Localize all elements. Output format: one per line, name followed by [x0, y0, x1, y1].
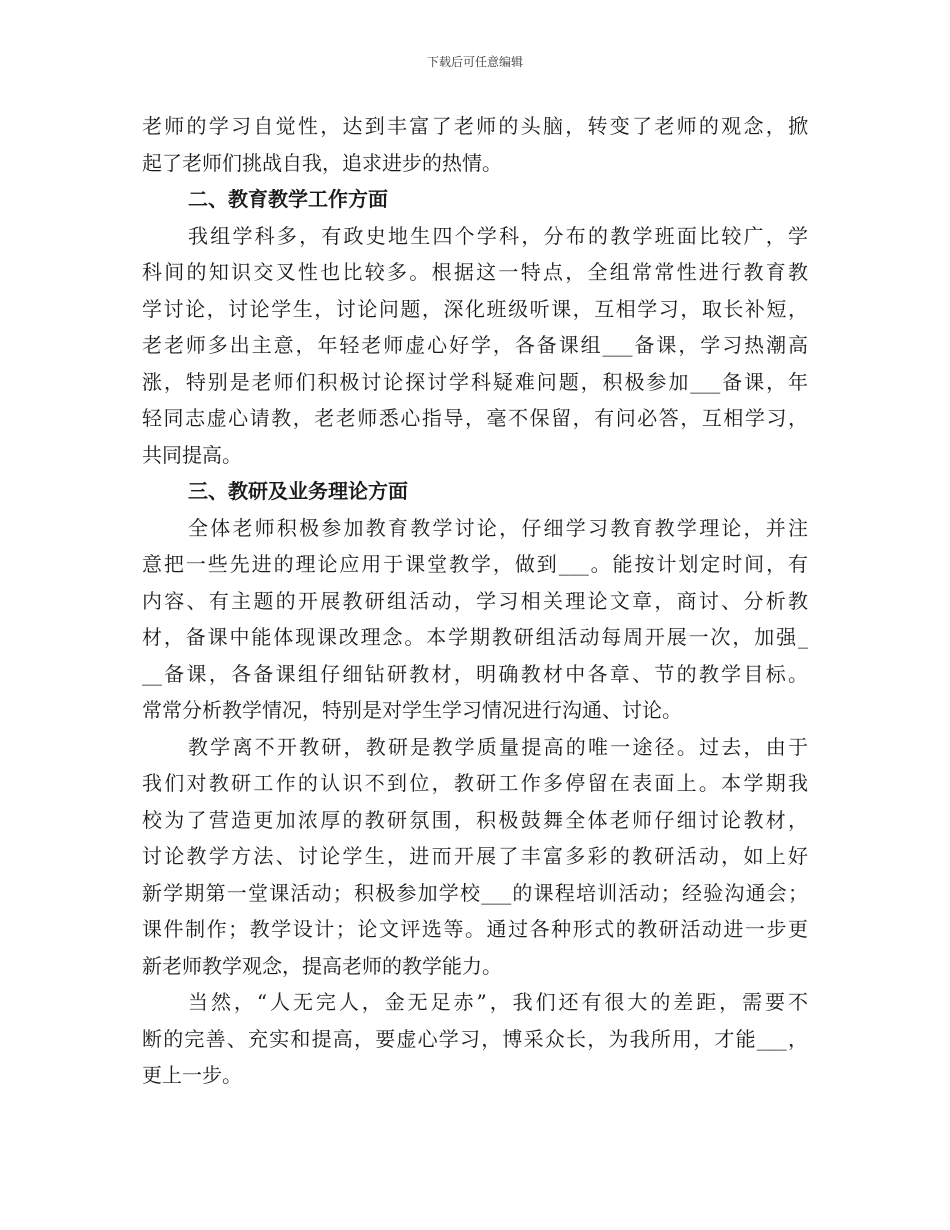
paragraph-first-line: 全体老师积极参加教育教学讨论，仔细学习教育教学理论，并注 [188, 515, 808, 540]
paragraph-line: 轻同志虚心请教，老老师悉心指导，毫不保留，有问必答，互相学习， [142, 406, 808, 430]
paragraph-last-line: 起了老师们挑战自我，追求进步的热情。 [142, 150, 502, 175]
paragraph-line: 讨论教学方法、讨论学生，进而开展了丰富多彩的教研活动，如上好 [142, 844, 808, 868]
page-header: 下载后可任意编辑 [426, 55, 523, 69]
paragraph-line: 我们对教研工作的认识不到位，教研工作多停留在表面上。本学期我 [142, 771, 808, 795]
paragraph-first-line: 教学离不开教研，教研是教学质量提高的唯一途径。过去，由于 [188, 734, 808, 759]
paragraph-line: 学讨论，讨论学生，讨论问题，深化班级听课，互相学习，取长补短， [142, 296, 808, 321]
paragraph-line: 意把一些先进的理论应用于课堂教学，做到___。能按计划定时间，有 [142, 552, 808, 576]
paragraph-last-line: 更上一步。 [142, 1063, 242, 1087]
paragraph-line: 材，备课中能体现课改理念。本学期教研组活动每周开展一次，加强_ [142, 625, 808, 649]
paragraph-first-line: 我组学科多，有政史地生四个学科，分布的教学班面比较广，学 [188, 223, 808, 248]
paragraph-line: __备课，各备课组仔细钻研教材，明确教材中各章、节的教学目标。 [142, 661, 808, 686]
paragraph-line: 校为了营造更加浓厚的教研氛围，积极鼓舞全体老师仔细讨论教材， [142, 807, 808, 832]
paragraph-line: 断的完善、充实和提高，要虚心学习，博采众长，为我所用，才能___， [142, 1026, 808, 1051]
paragraph-line: 老师的学习自觉性，达到丰富了老师的头脑，转变了老师的观念，掀 [142, 114, 808, 138]
paragraph-first-line: 当然，“人无完人，金无足赤”，我们还有很大的差距，需要不 [188, 990, 808, 1014]
paragraph-last-line: 新老师教学观念，提高老师的教学能力。 [142, 953, 502, 978]
paragraph-line: 内容、有主题的开展教研组活动，学习相关理论文章，商讨、分析教 [142, 588, 808, 613]
document-body [142, 108, 808, 1094]
section-heading: 二、教育教学工作方面 [188, 187, 388, 211]
paragraph-line: 老老师多出主意，年轻老师虚心好学，各备课组___备课，学习热潮高 [142, 333, 808, 357]
paragraph-line: 涨，特别是老师们积极讨论探讨学科疑难问题，积极参加___备课，年 [142, 369, 808, 394]
paragraph-last-line: 常常分析教学情况，特别是对学生学习情况进行沟通、讨论。 [142, 698, 682, 722]
paragraph-line: 新学期第一堂课活动；积极参加学校___的课程培训活动；经验沟通会； [142, 880, 808, 905]
paragraph-line: 科间的知识交叉性也比较多。根据这一特点，全组常常性进行教育教 [142, 260, 808, 284]
section-heading: 三、教研及业务理论方面 [188, 479, 408, 503]
paragraph-line: 课件制作；教学设计；论文评选等。通过各种形式的教研活动进一步更 [142, 917, 808, 941]
paragraph-last-line: 共同提高。 [142, 442, 242, 467]
